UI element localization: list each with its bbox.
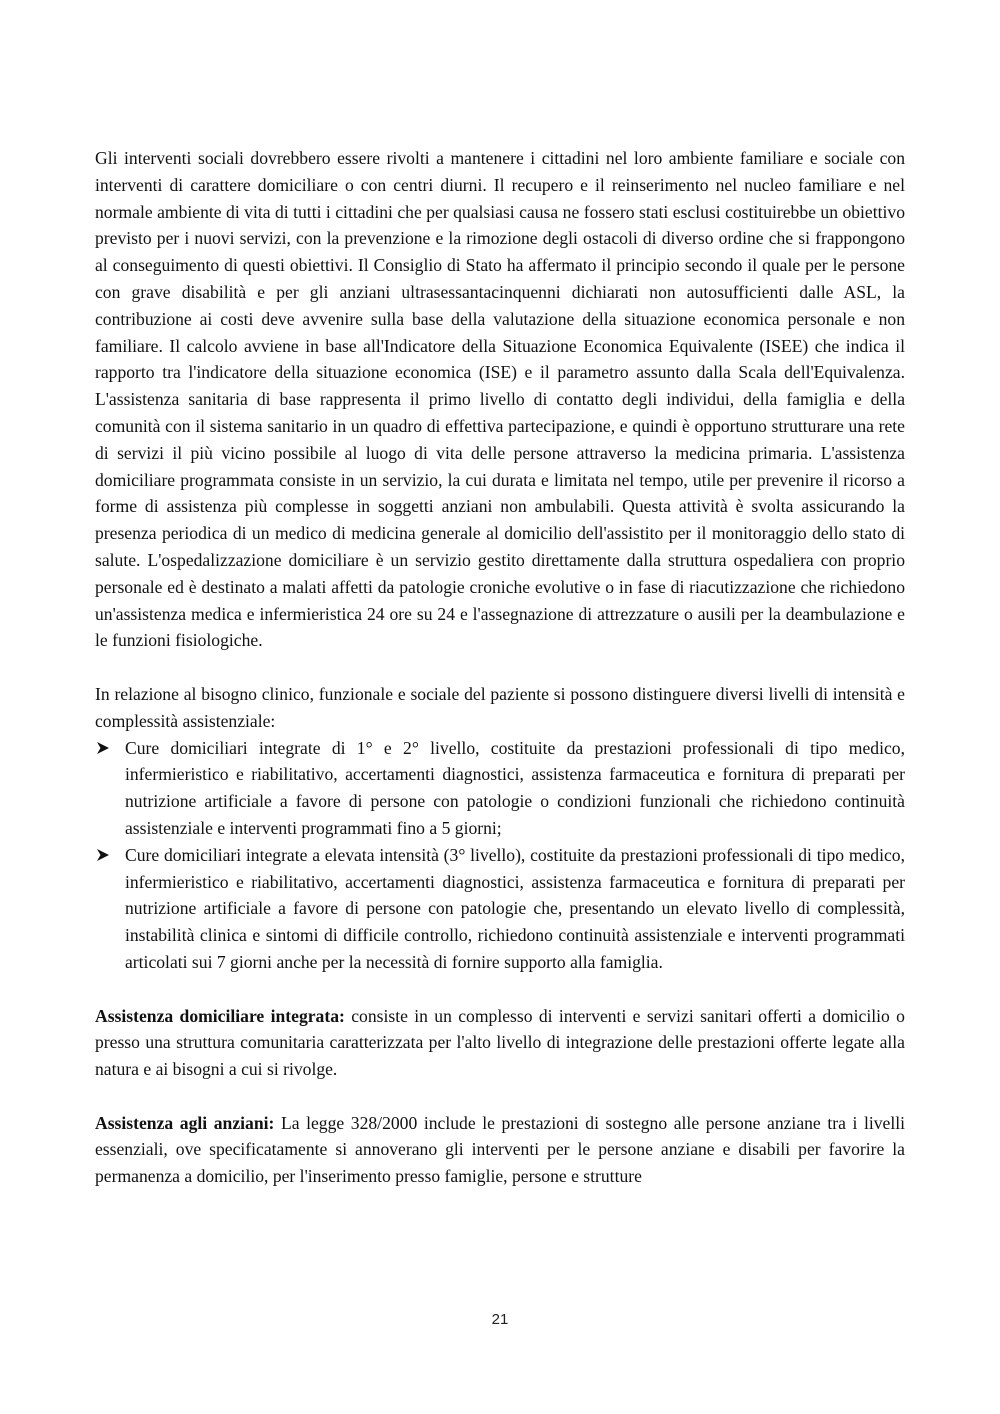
body-paragraph-2: In relazione al bisogno clinico, funzionale e sociale del paziente si possono distinguere diversi livelli di intensità e complessità assistenziale: (95, 683, 905, 731)
arrowhead-bullet-icon (95, 842, 111, 869)
body-paragraph-1: Gli interventi sociali dovrebbero essere rivolti a mantenere i cittadini nel loro ambiente familiare e sociale con interventi di carattere domiciliare o con centri diurni. Il recupero e il reinserimento nel nucleo familiare e nel normale ambiente di vita di tutti i cittadini che per qualsiasi causa ne fossero stati esclusi costituirebbe un obiettivo previsto per i nuovi servizi, con la prevenzione e la rimozione degli ostacoli di diverso ordine che si frappongono al conseguimento di questi obiettivi. Il Consiglio di Stato ha affermato il principio secondo il quale per le persone con grave disabilità e per gli anziani ultrasessantacinquenni dichiarati non autosufficienti dalle ASL, la contribuzione ai costi deve avvenire sulla base della valutazione della situazione economica personale e non familiare. Il calcolo avviene in base all'Indicatore della Situazione Economica Equivalente (ISEE) che indica il rapporto tra l'indicatore della situazione economica (ISE) e il parametro assunto dalla Scala dell'Equivalenza. L'assistenza sanitaria di base rappresenta il primo livello di contatto degli individui, della famiglia e della comunità con il sistema sanitario in un quadro di effettiva partecipazione, e quindi è opportuno strutturare una rete di servizi il più vicino possibile al luogo di vita delle persone attraverso la medicina primaria. L'assistenza domiciliare programmata consiste in un servizio, la cui durata e limitata nel tempo, utile per prevenire il ricorso a forme di assistenza più complesse in soggetti anziani non ambulabili. Questa attività è svolta assicurando la presenza periodica di un medico di medicina generale al domicilio dell'assistito per il monitoraggio dello stato di salute. L'ospedalizzazione domiciliare è un servizio gestito direttamente dalla struttura ospedaliera con proprio personale ed è destinato a malati affetti da patologie croniche evolutive o in fase di riacutizzazione che richiedono un'assistenza medica e infermieristica 24 ore su 24 e l'assegnazione di attrezzature o ausili per la deambulazione e le funzioni fisiologiche. (95, 148, 905, 651)
adi-paragraph (95, 1003, 905, 1083)
anziani-text: La legge 328/2000 include le prestazioni di sostegno alle persone anziane tra i livelli essenziali, ove specificatamente si annoverano gli interventi per le persone anziane e disabili per favorire la permanenza a domicilio, per l'inserimento presso famiglie, persone e strutture (95, 1112, 906, 1187)
list-item (95, 735, 905, 842)
document-page (95, 145, 905, 1190)
anziani-heading: Assistenza agli anziani: (95, 1112, 275, 1133)
anziani-paragraph (95, 1110, 905, 1190)
care-levels-list (95, 735, 905, 976)
paragraph-spacer (95, 654, 905, 681)
list-item-text: Cure domiciliari integrate di 1° e 2° livello, costituite da prestazioni professionali di tipo medico, infermieristico e riabilitativo, accertamenti diagnostici, assistenza farmaceutica e fornitura di preparati per nutrizione artificiale a favore di persone con patologie o condizioni funzionali che richiedono continuità assistenziale e interventi programmati fino a 5 giorni; (125, 737, 905, 838)
paragraph-spacer (95, 976, 905, 1003)
arrowhead-bullet-icon (95, 735, 111, 762)
page-number: 21 (491, 1311, 509, 1328)
list-item-text: Cure domiciliari integrate a elevata intensità (3° livello), costituite da prestazioni professionali di tipo medico, infermieristico e riabilitativo, accertamenti diagnostici, assistenza farmaceutica e fornitura di preparati per nutrizione artificiale a favore di persone con patologie che, presentando un elevato livello di complessità, instabilità clinica e sintomi di difficile controllo, richiedono continuità assistenziale e interventi programmati articolati sui 7 giorni anche per la necessità di fornire supporto alla famiglia. (125, 844, 905, 972)
adi-text: consiste in un complesso di interventi e servizi sanitari offerti a domicilio o presso una struttura comunitaria caratterizzata per l'alto livello di integrazione delle prestazioni offerte legate alla natura e ai bisogni a cui si rivolge. (95, 1005, 905, 1080)
adi-heading: Assistenza domiciliare integrata: (95, 1005, 345, 1026)
list-item (95, 842, 905, 976)
paragraph-spacer (95, 1083, 905, 1110)
